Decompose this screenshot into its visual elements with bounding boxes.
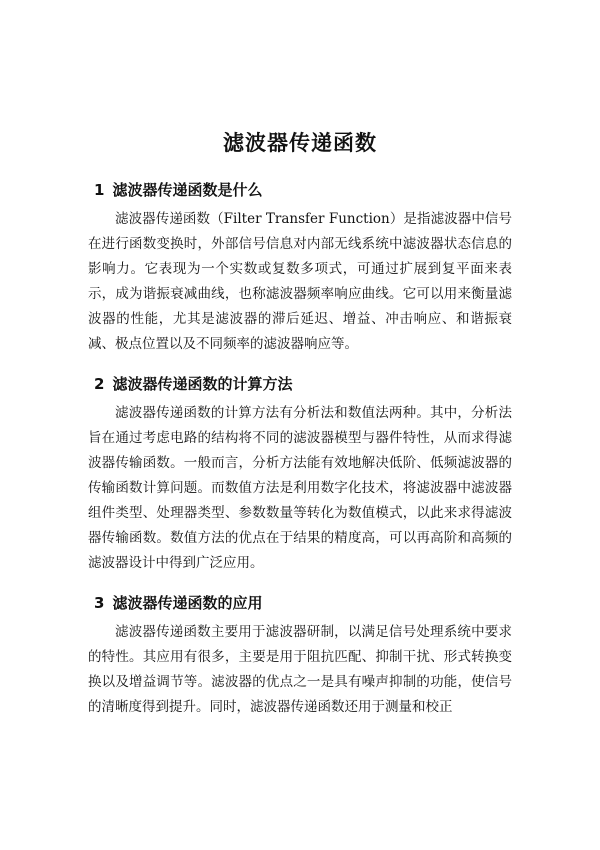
section-heading-text: 滤波器传递函数的计算方法 (112, 375, 293, 393)
section-paragraph: 滤波器传递函数（Filter Transfer Function）是指滤波器中信号在进行函数变换时，外部信号信息对内部无线系统中滤波器状态信息的影响力。它表现为一个实数或复数多项式，可通过扩展到复平面来表示，成为谐振衰减曲线，也称滤波器频率响应曲线。它可以用来衡量滤波器的性能，尤其是滤波器的滞后延迟、增益、冲击响应、和谐振衰减、极点位置以及不同频率的滤波器响应等。 (88, 211, 512, 352)
section-paragraph: 滤波器传递函数主要用于滤波器研制，以满足信号处理系统中要求的特性。其应用有很多，主要是用于阻抗匹配、抑制干扰、形式转换变换以及增益调节等。滤波器的优点之一是具有噪声抑制的功能，使信号的清晰度得到提升。同时，滤波器传递函数还用于测量和校正 (88, 624, 512, 715)
section-paragraph: 滤波器传递函数的计算方法有分析法和数值法两种。其中，分析法旨在通过考虑电路的结构将不同的滤波器模型与器件特性，从而求得滤波器传输函数。一般而言，分析方法能有效地解决低阶、低频滤波器的传输函数计算问题。而数值方法是利用数字化技术，将滤波器中滤波器组件类型、处理器类型、参数数量等转化为数值模式，以此来求得滤波器传输函数。数值方法的优点在于结果的精度高，可以再高阶和高频的滤波器设计中得到广泛应用。 (88, 405, 512, 571)
section-heading (94, 373, 512, 395)
section-number: 1 (94, 181, 105, 199)
section-heading-text: 滤波器传递函数是什么 (112, 181, 263, 199)
section-what-is (88, 179, 512, 357)
section-heading (94, 179, 512, 201)
section-calculation (88, 373, 512, 576)
section-heading (94, 592, 512, 614)
section-application (88, 592, 512, 720)
section-heading-text: 滤波器传递函数的应用 (112, 594, 263, 612)
section-number: 3 (94, 594, 105, 612)
document-title: 滤波器传递函数 (223, 131, 377, 155)
section-number: 2 (94, 375, 105, 393)
